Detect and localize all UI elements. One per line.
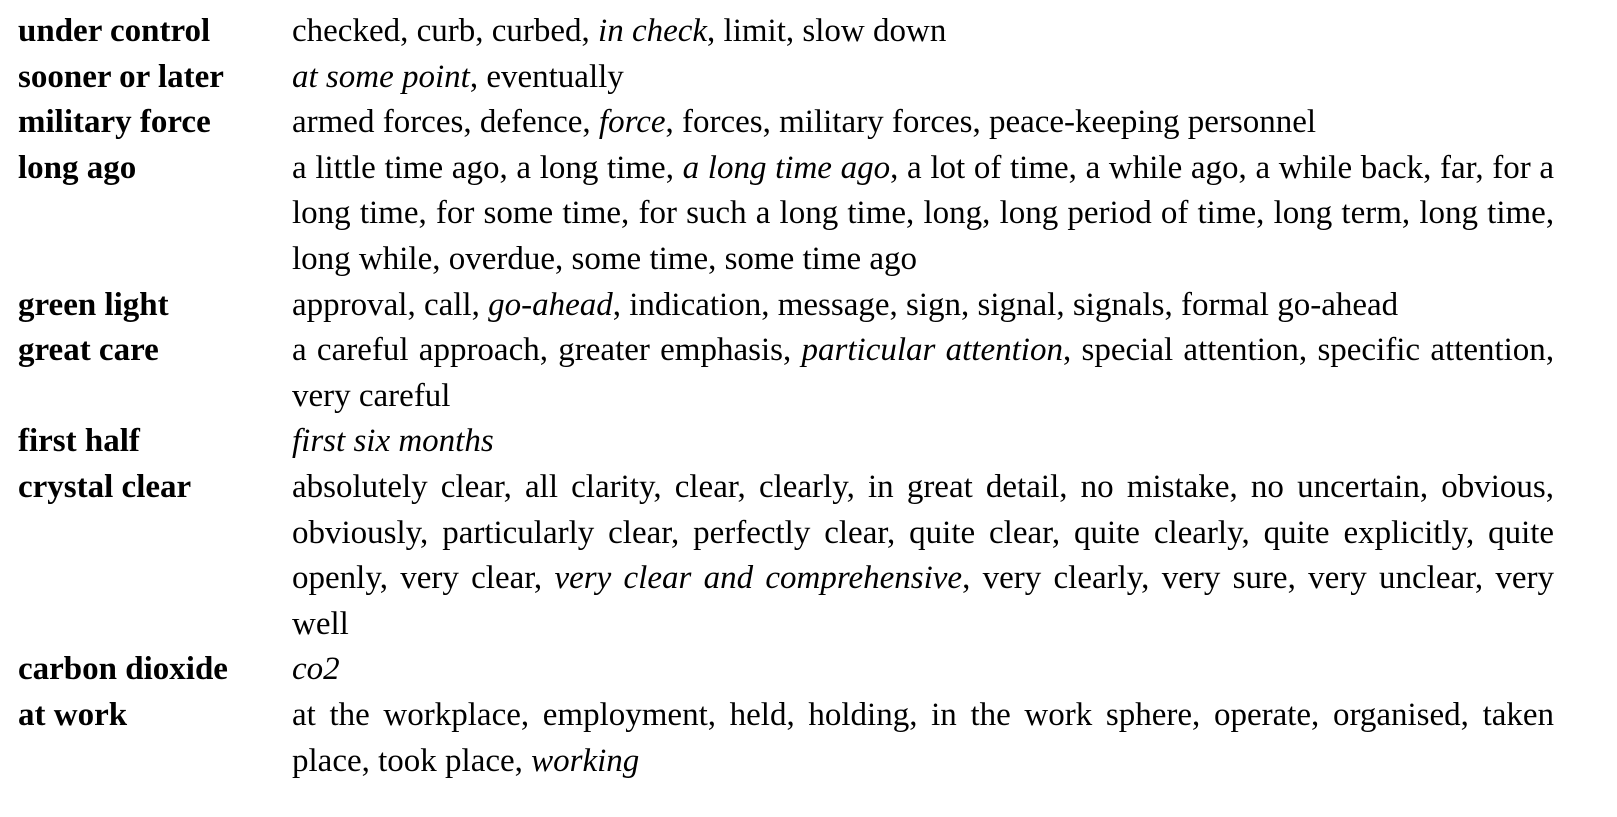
- paraphrase: in great detail: [867, 468, 1060, 505]
- paraphrase: long period of time: [999, 195, 1257, 232]
- paraphrase: held: [729, 696, 787, 733]
- entry-row: [18, 328, 1554, 419]
- entry-paraphrases: absolutely clear, all clarity, clear, clearly, in great detail, no mistake, no uncertain, obvious, obviously, particularly clear, perfectly clear, quite clear, quite clearly, quite explicitly, quite openly, very clear, very clear and comprehensive, very clearly, very sure, very unclear, very well: [292, 468, 1555, 642]
- entry-row: [18, 465, 1554, 647]
- entry-paraphrases: a careful approach, greater emphasis, particular attention, special attention, specific attention, very careful: [292, 332, 1555, 414]
- entry-term: sooner or later: [18, 58, 224, 95]
- paraphrase: a while back: [1255, 149, 1424, 186]
- entry-paraphrases: a little time ago, a long time, a long time ago, a lot of time, a while ago, a while back, far, for a long time, for some time, for such a long time, long, long period of time, long term, long time, long while, overdue, some time, some time ago: [292, 149, 1555, 277]
- entry-term: under control: [18, 13, 211, 49]
- reference-paraphrase: at some point: [292, 58, 470, 95]
- paraphrase: curbed: [491, 13, 582, 49]
- paraphrase: checked: [292, 13, 401, 49]
- reference-paraphrase: co2: [292, 651, 340, 688]
- paraphrase: curb: [416, 13, 476, 49]
- entry-row: [18, 146, 1554, 283]
- paraphrase: no uncertain: [1250, 468, 1420, 505]
- entry-paraphrases: [292, 647, 1554, 693]
- paraphrase: perfectly clear: [693, 514, 888, 551]
- paraphrase: organised: [1332, 696, 1461, 733]
- paraphrase: signal: [977, 286, 1057, 323]
- paraphrase: formal go-ahead: [1181, 286, 1399, 323]
- paraphrase: eventually: [486, 58, 624, 95]
- entry-paraphrases: armed forces, defence, force, forces, military forces, peace-keeping personnel: [292, 104, 1317, 141]
- reference-paraphrase: particular attention: [801, 332, 1063, 369]
- paraphrase: message: [777, 286, 890, 323]
- paraphrase: quite openly: [292, 514, 1555, 597]
- paraphrase: particularly clear: [442, 514, 671, 551]
- paraphrase: some time ago: [724, 240, 918, 277]
- reference-paraphrase: go-ahead: [488, 286, 613, 323]
- entry-row: [18, 419, 1554, 465]
- entry-row: [18, 647, 1554, 693]
- entry-term: at work: [18, 696, 128, 733]
- entry-paraphrases: checked, curb, curbed, in check, limit, slow down: [292, 13, 947, 49]
- paraphrase: call: [423, 286, 472, 323]
- paraphrase: obviously: [292, 514, 421, 551]
- paraphrase: no mistake: [1080, 468, 1230, 505]
- paraphrase: clearly: [758, 468, 847, 505]
- entry-row: [18, 9, 1554, 55]
- paraphrase: slow down: [802, 13, 947, 49]
- paraphrase: quite explicitly: [1263, 514, 1466, 551]
- paraphrase: long term: [1273, 195, 1402, 232]
- paraphrase: sign: [906, 286, 962, 323]
- paraphrase: forces: [682, 104, 763, 141]
- paraphrase: employment: [542, 696, 708, 733]
- paraphrase: holding: [808, 696, 910, 733]
- entry-term: first half: [18, 423, 140, 460]
- paraphrase: long while: [292, 240, 433, 277]
- paraphrase: very clear: [400, 560, 534, 597]
- paraphrase: armed forces: [292, 104, 464, 141]
- reference-paraphrase: very clear and comprehensive: [554, 560, 963, 597]
- entry-term: military force: [18, 104, 211, 141]
- paraphrase-table: [18, 9, 1554, 784]
- paraphrase: long time: [1419, 195, 1546, 232]
- entry-paraphrases: at the workplace, employment, held, holding, in the work sphere, operate, organised, taken place, took place, working: [292, 696, 1555, 779]
- paraphrase: for such a long time: [638, 195, 907, 232]
- paraphrase: a while ago: [1085, 149, 1239, 186]
- paraphrase: long: [923, 195, 983, 232]
- paraphrase: a little time ago: [292, 149, 500, 186]
- reference-paraphrase: a long time ago: [682, 149, 891, 186]
- paraphrase: greater emphasis: [558, 332, 783, 369]
- paraphrase: indication: [629, 286, 762, 323]
- paraphrase: very sure: [1161, 560, 1288, 597]
- paraphrase: taken place: [292, 696, 1555, 779]
- reference-paraphrase: force: [598, 104, 666, 141]
- paraphrase: quite clear: [909, 514, 1052, 551]
- entry-term: crystal clear: [18, 468, 192, 505]
- paraphrase: defence: [479, 104, 583, 141]
- paraphrase: very careful: [292, 377, 451, 414]
- paraphrase: overdue: [448, 240, 556, 277]
- entry-paraphrases: approval, call, go-ahead, indication, message, sign, signal, signals, formal go-ahead: [292, 286, 1399, 323]
- entry-paraphrases: at some point, eventually: [292, 58, 624, 95]
- paraphrase: clear: [674, 468, 738, 505]
- entry-row: [18, 283, 1554, 329]
- paraphrase: all clarity: [525, 468, 654, 505]
- paraphrase: for some time: [435, 195, 622, 232]
- paraphrase: specific attention: [1317, 332, 1546, 369]
- reference-paraphrase: working: [531, 742, 640, 779]
- paraphrase: far: [1440, 149, 1476, 186]
- entry-paraphrases: [292, 419, 1554, 465]
- paraphrase: a careful approach: [292, 332, 540, 369]
- paraphrase: limit: [723, 13, 786, 49]
- paraphrase: quite clearly: [1073, 514, 1242, 551]
- paraphrase: peace-keeping personnel: [988, 104, 1317, 141]
- paraphrase: absolutely clear: [292, 468, 504, 505]
- reference-paraphrase: in check: [598, 13, 708, 49]
- entry-term: long ago: [18, 149, 137, 186]
- entry-row: [18, 693, 1554, 784]
- reference-paraphrase: first six months: [292, 423, 494, 460]
- paraphrase: a lot of time: [907, 149, 1069, 186]
- entry-row: [18, 100, 1554, 146]
- entry-row: [18, 55, 1554, 101]
- entry-term: carbon dioxide: [18, 651, 228, 688]
- paraphrase: approval: [292, 286, 408, 323]
- paraphrase: at the workplace: [292, 696, 521, 733]
- entry-term: great care: [18, 332, 159, 369]
- paraphrase: military forces: [779, 104, 973, 141]
- entry-term: green light: [18, 286, 169, 323]
- paraphrase: in the work sphere: [931, 696, 1193, 733]
- paraphrase: took place: [378, 742, 515, 779]
- paraphrase: very clearly: [982, 560, 1142, 597]
- paraphrase: some time: [571, 240, 709, 277]
- paraphrase: operate: [1213, 696, 1312, 733]
- paraphrase: very unclear: [1308, 560, 1475, 597]
- paraphrase: a long time: [516, 149, 666, 186]
- paraphrase: for a long time: [292, 149, 1555, 232]
- paraphrase: very well: [292, 560, 1554, 642]
- paraphrase: obvious: [1441, 468, 1546, 505]
- paraphrase: signals: [1072, 286, 1165, 323]
- paraphrase: special attention: [1081, 332, 1299, 369]
